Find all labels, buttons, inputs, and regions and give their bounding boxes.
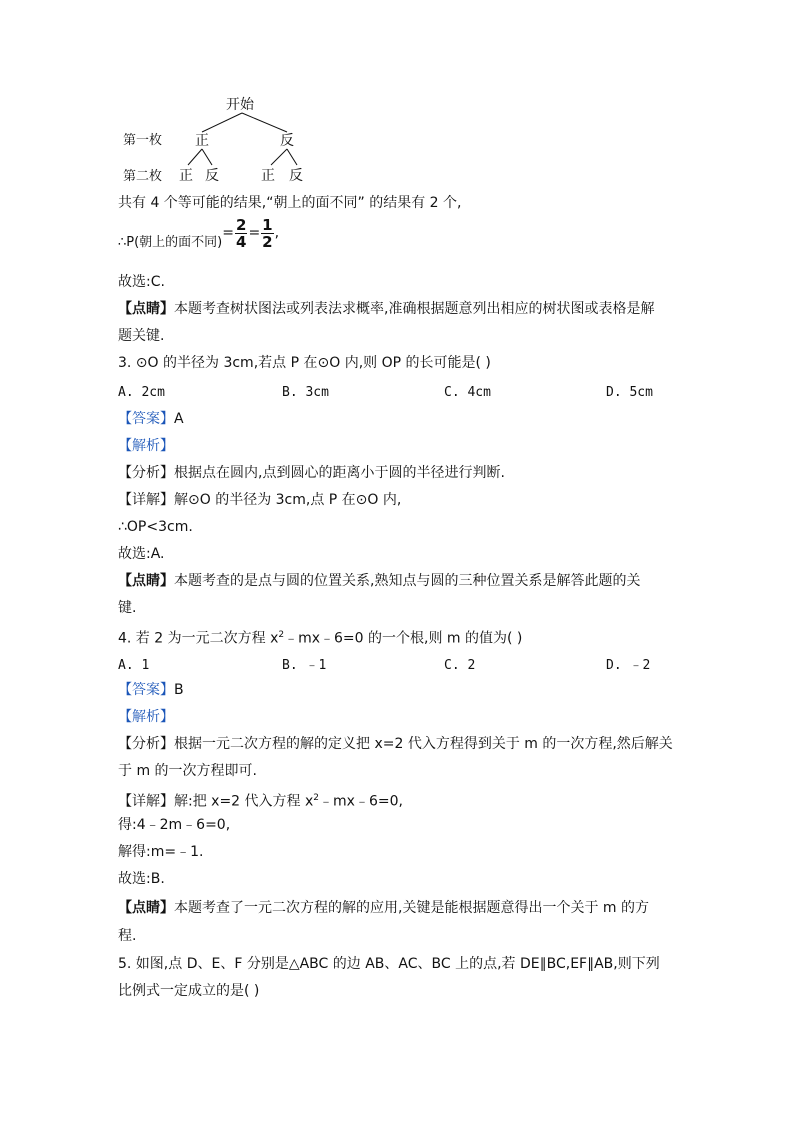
comment-tag: 【点睛】 (118, 900, 174, 916)
q4-option-b: B. ﹣1 (282, 658, 327, 673)
equals-sign: = (222, 225, 234, 241)
tree-level1-node: 反 (280, 133, 294, 149)
q3-choice: 故选:A. (118, 546, 165, 562)
q3-fenxi-line (118, 463, 678, 483)
q4-choice: 故选:B. (118, 871, 165, 887)
q4-fenxi-line-2: 于 m 的一次方程即可. (118, 763, 257, 779)
q3-option-a: A. 2cm (118, 385, 165, 400)
equals-sign: = (248, 225, 261, 241)
fraction-denominator: 4 (236, 232, 247, 251)
xiangjie-text-a: 解:把 x=2 代入方程 x (174, 793, 314, 810)
q5-stem-line2: 比例式一定成立的是( ) (118, 983, 260, 999)
answer-tag: 【答案】 (118, 682, 174, 698)
q4-stem (118, 625, 678, 649)
tree-row1-label: 第一枚 (123, 133, 163, 148)
q4-stem-a: 4. 若 2 为一元二次方程 x (118, 630, 279, 647)
tree-root: 开始 (226, 97, 254, 113)
fenxi-tag: 【分析】 (118, 736, 174, 752)
q4-step1: 得:4﹣2m﹣6=0, (118, 817, 231, 833)
xiangjie-sup: 2 (313, 793, 320, 803)
probability-suffix: , (274, 225, 280, 241)
tree-level2-node: 反 (205, 168, 219, 184)
choice-line: 故选:C. (118, 274, 165, 290)
q4-step2: 解得:m=﹣1. (118, 844, 204, 860)
answer-value: A (174, 411, 184, 427)
fenxi-text: 根据点在圆内,点到圆心的距离小于圆的半径进行判断. (174, 465, 505, 481)
fraction (235, 217, 247, 250)
q3-therefore: ∴OP<3cm. (118, 519, 193, 535)
xiangjie-tag: 【详解】 (118, 492, 174, 508)
q3-answer-line (118, 409, 678, 429)
fenxi-tag: 【分析】 (118, 465, 174, 481)
comment-text: 本题考查的是点与圆的位置关系,熟知点与圆的三种位置关系是解答此题的关 (174, 573, 641, 589)
result-line: 共有 4 个等可能的结果,“朝上的面不同” 的结果有 2 个, (118, 195, 462, 211)
fraction-numerator: 1 (262, 215, 273, 234)
tree-level2-node: 反 (289, 168, 303, 184)
tree-row2-label: 第二枚 (123, 169, 163, 184)
q3-stem: 3. ⊙O 的半径为 3cm,若点 P 在⊙O 内,则 OP 的长可能是( ) (118, 355, 491, 371)
q4-comment-line-2: 程. (118, 928, 137, 944)
q3-comment-line-2: 键. (118, 600, 137, 616)
q3-option-c: C. 4cm (444, 385, 491, 400)
fenxi-text: 根据一元二次方程的解的定义把 x=2 代入方程得到关于 m 的一次方程,然后解关 (174, 736, 673, 752)
q4-analysis-tag: 【解析】 (118, 709, 174, 725)
probability-prefix: ∴P(朝上的面不同) (118, 235, 223, 250)
q5-stem-line1: 5. 如图,点 D、E、F 分别是△ABC 的边 AB、AC、BC 上的点,若 DE∥BC,EF∥AB,则下列 (118, 956, 660, 972)
comment-tag: 【点睛】 (118, 573, 174, 589)
q3-analysis-tag: 【解析】 (118, 438, 174, 454)
q4-stem-b: ﹣mx﹣6=0 的一个根,则 m 的值为( ) (284, 630, 523, 647)
comment-text: 本题考查了一元二次方程的解的应用,关键是能根据题意得出一个关于 m 的方 (174, 900, 649, 916)
q4-fenxi-line (118, 734, 678, 754)
q4-option-a: A. 1 (118, 658, 150, 673)
q4-comment-line (118, 898, 678, 918)
answer-value: B (174, 682, 184, 698)
tree-diagram (115, 95, 335, 187)
answer-tag: 【答案】 (118, 411, 174, 427)
q4-option-c: C. 2 (444, 658, 476, 673)
xiangjie-tag: 【详解】 (118, 793, 174, 810)
q4-xiangjie-line (118, 788, 678, 812)
q3-option-b: B. 3cm (282, 385, 329, 400)
q4-answer-line (118, 680, 678, 700)
fraction (261, 217, 273, 250)
xiangjie-text: 解⊙O 的半径为 3cm,点 P 在⊙O 内, (174, 492, 402, 508)
tree-level1-node: 正 (195, 133, 209, 149)
q4-option-d: D. ﹣2 (606, 658, 651, 673)
probability-line (118, 215, 678, 261)
q3-comment-line (118, 571, 678, 591)
tree-level2-node: 正 (261, 168, 275, 184)
comment-text: 本题考查树状图法或列表法求概率,准确根据题意列出相应的树状图或表格是解 (174, 301, 655, 317)
comment-line-2: 题关键. (118, 328, 165, 344)
tree-level2-node: 正 (179, 168, 193, 184)
comment-tag: 【点睛】 (118, 301, 174, 317)
fraction-numerator: 2 (236, 215, 247, 234)
comment-line (118, 299, 678, 319)
xiangjie-text-b: ﹣mx﹣6=0, (319, 793, 403, 810)
q3-option-d: D. 5cm (606, 385, 653, 400)
q4-stem-sup: 2 (278, 630, 285, 640)
q3-xiangjie-line (118, 490, 678, 510)
fraction-denominator: 2 (262, 232, 273, 251)
